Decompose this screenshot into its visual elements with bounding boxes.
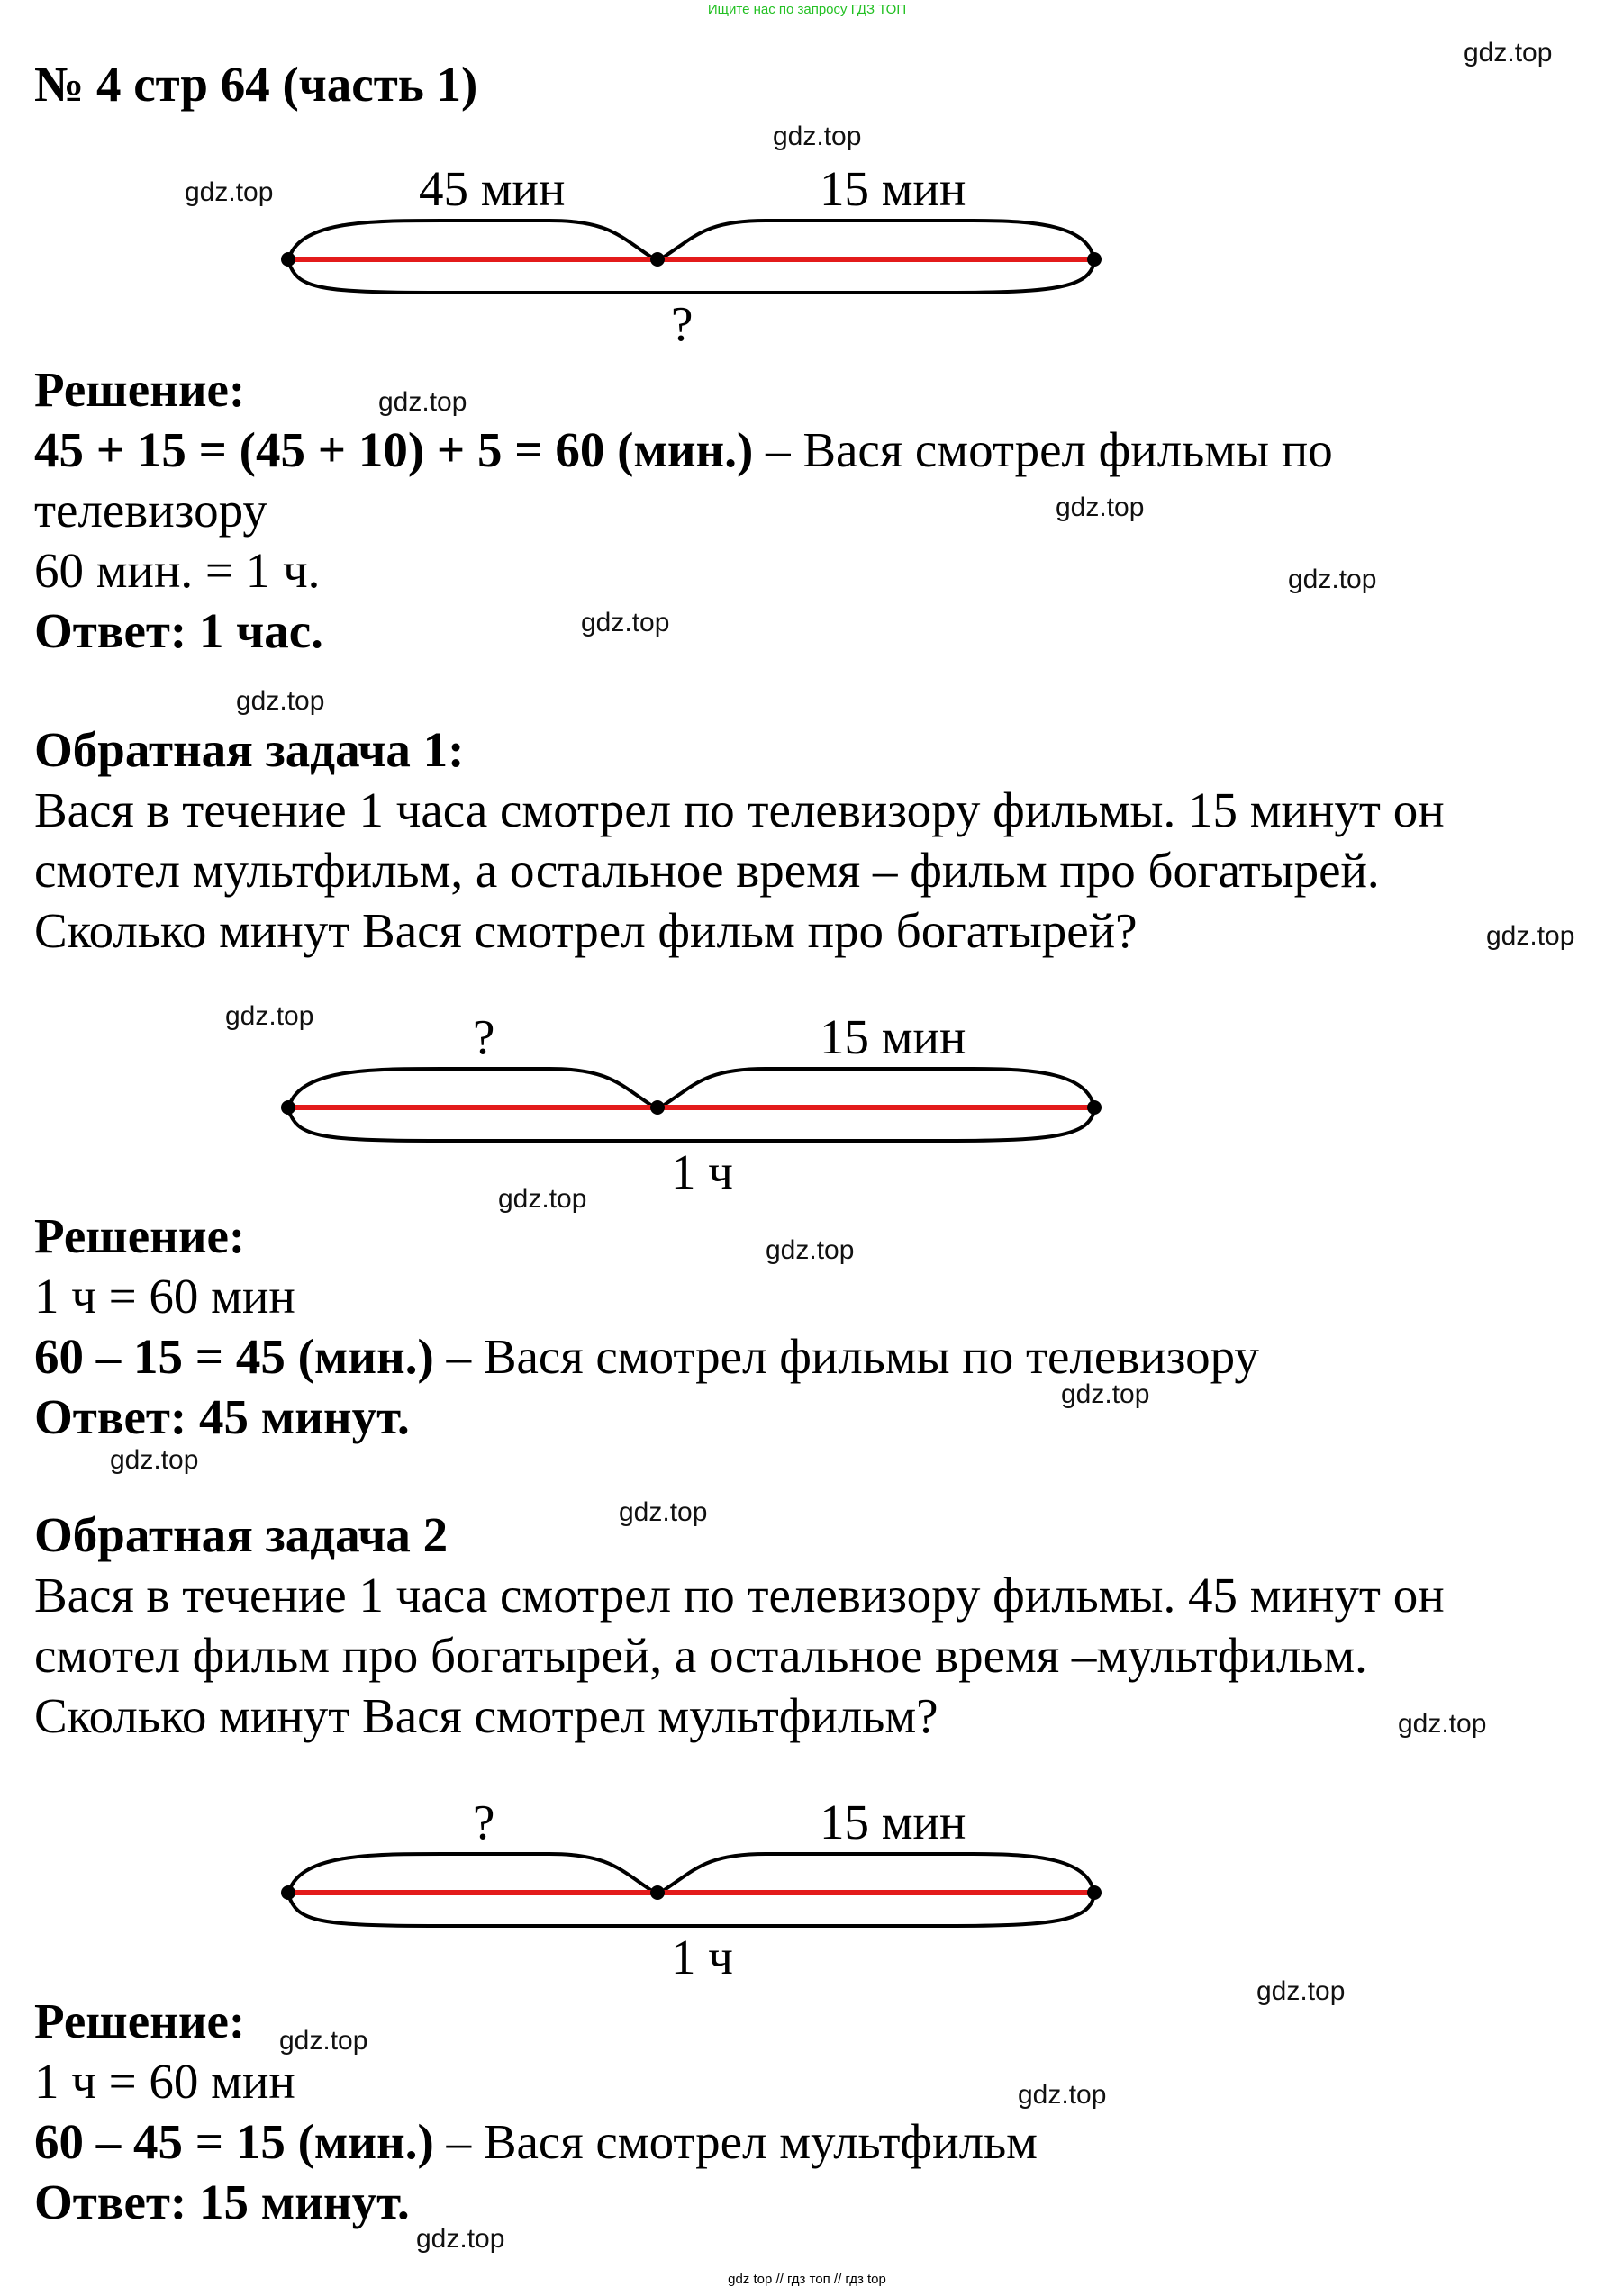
segment-point-middle (650, 1885, 665, 1900)
unit-conversion: 1 ч = 60 мин (34, 2054, 295, 2109)
watermark: gdz.top (1061, 1379, 1150, 1409)
watermark: gdz.top (236, 686, 325, 716)
watermark: gdz.top (766, 1235, 855, 1265)
total-label: 1 ч (671, 1930, 733, 1984)
equation-explanation: – Вася смотрел фильмы по телевизору (433, 1329, 1259, 1384)
watermark: gdz.top (498, 1184, 587, 1214)
equation: 60 – 45 = 15 (мин.) (34, 2114, 434, 2169)
solution-heading: Решение: (34, 1993, 246, 2048)
total-arc (288, 1894, 1094, 1926)
solution-equation-line (34, 420, 1333, 480)
right-arc (657, 1069, 1094, 1109)
segment-point-start (281, 1885, 295, 1900)
watermark: gdz.top (1398, 1709, 1487, 1739)
total-arc (288, 261, 1094, 293)
left-arc (288, 1854, 657, 1894)
inverse-task-1-heading: Обратная задача 1: (34, 722, 465, 777)
footer: gdz top // гдз топ // гдз top (728, 2272, 886, 2287)
left-segment-label: 45 мин (419, 161, 566, 216)
watermark: gdz.top (279, 2026, 368, 2056)
watermark: gdz.top (1018, 2080, 1107, 2110)
watermark: gdz.top (1486, 921, 1575, 951)
top-banner: Ищите нас по запросу ГДЗ ТОП (707, 2, 907, 17)
inverse-task-2-text-line: Вася в течение 1 часа смотрел по телевизору фильмы. 45 минут он (34, 1568, 1445, 1623)
answer: Ответ: 1 час. (34, 603, 323, 658)
segment-diagram-3 (261, 1794, 1126, 1984)
left-segment-label: ? (473, 1009, 495, 1064)
unit-conversion: 1 ч = 60 мин (34, 1269, 295, 1324)
segment-diagram-1 (261, 161, 1126, 351)
watermark: gdz.top (619, 1497, 708, 1527)
answer: Ответ: 45 минут. (34, 1389, 410, 1444)
segment-point-middle (650, 1100, 665, 1115)
segment-point-start (281, 1100, 295, 1115)
watermark: gdz.top (378, 387, 467, 417)
inverse-task-2-heading: Обратная задача 2 (34, 1507, 449, 1562)
total-label: 1 ч (671, 1144, 733, 1199)
left-arc (288, 1069, 657, 1109)
watermark: gdz.top (185, 177, 274, 207)
unit-conversion: 60 мин. = 1 ч. (34, 543, 321, 598)
right-segment-label: 15 мин (820, 1009, 966, 1064)
left-segment-label: ? (473, 1794, 495, 1849)
right-arc (657, 1854, 1094, 1894)
watermark: gdz.top (1464, 38, 1553, 68)
solution-equation-line (34, 1327, 1259, 1387)
inverse-task-1-text-line: Сколько минут Вася смотрел фильм про богатырей? (34, 903, 1138, 958)
watermark: gdz.top (416, 2224, 505, 2254)
solution-equation-line (34, 2112, 1038, 2172)
answer: Ответ: 15 минут. (34, 2174, 410, 2229)
segment-point-end (1087, 1100, 1102, 1115)
right-segment-label: 15 мин (820, 161, 966, 216)
diagram-1-graphic (261, 171, 1126, 342)
inverse-task-1-text-line: смотел мультфильм, а остальное время – фильм про богатырей. (34, 843, 1380, 898)
left-arc (288, 221, 657, 261)
equation: 60 – 15 = 45 (мин.) (34, 1329, 434, 1384)
solution-heading: Решение: (34, 362, 246, 417)
watermark: gdz.top (581, 608, 670, 637)
inverse-task-1-text-line: Вася в течение 1 часа смотрел по телевизору фильмы. 15 минут он (34, 782, 1445, 837)
watermark: gdz.top (110, 1445, 199, 1475)
segment-point-middle (650, 252, 665, 267)
watermark: gdz.top (773, 122, 862, 151)
equation: 45 + 15 = (45 + 10) + 5 = 60 (мин.) (34, 422, 754, 477)
explanation-continued: телевизору (34, 483, 267, 538)
page-title: № 4 стр 64 (часть 1) (34, 57, 478, 112)
inverse-task-2-text-line: смотел фильм про богатырей, а остальное время –мультфильм. (34, 1628, 1367, 1683)
segment-point-end (1087, 1885, 1102, 1900)
watermark: gdz.top (1256, 1976, 1346, 2006)
right-segment-label: 15 мин (820, 1794, 966, 1849)
right-arc (657, 221, 1094, 261)
segment-point-end (1087, 252, 1102, 267)
solution-heading: Решение: (34, 1208, 246, 1263)
watermark: gdz.top (225, 1001, 314, 1031)
total-arc (288, 1109, 1094, 1141)
watermark: gdz.top (1288, 565, 1377, 594)
equation-explanation: – Вася смотрел мультфильм (433, 2114, 1038, 2169)
watermark: gdz.top (1056, 493, 1145, 522)
equation-explanation: – Вася смотрел фильмы по (753, 422, 1333, 477)
total-label: ? (671, 296, 694, 351)
inverse-task-2-text-line: Сколько минут Вася смотрел мультфильм? (34, 1688, 938, 1743)
segment-point-start (281, 252, 295, 267)
